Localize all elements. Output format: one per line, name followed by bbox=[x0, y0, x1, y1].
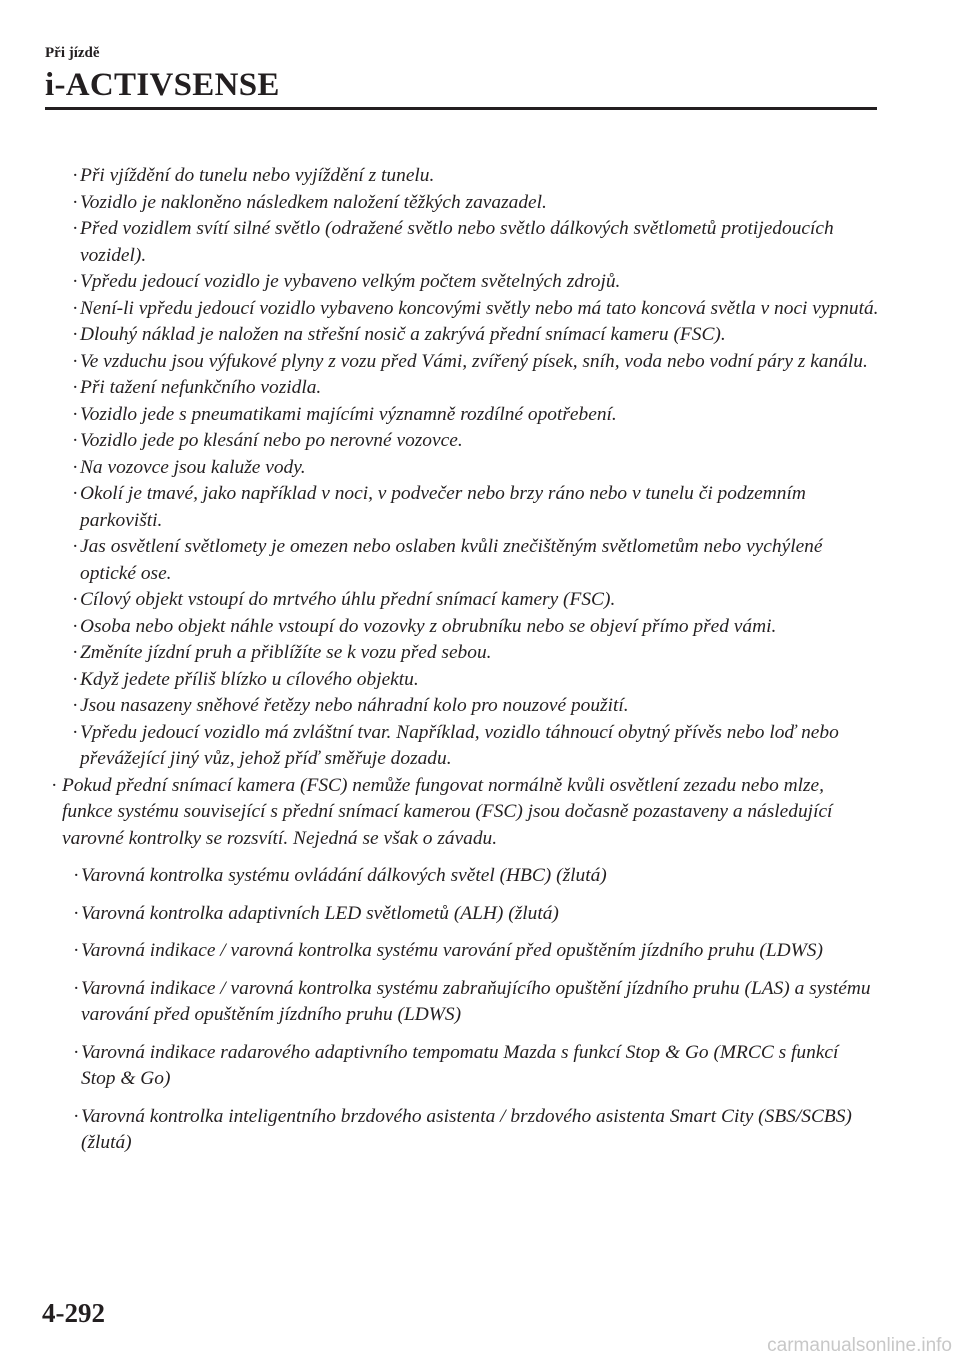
warning-text: Varovná indikace radarového adaptivního tempomatu Mazda s funkcí Stop & Go (MRCC s funkcí Stop & Go) bbox=[81, 1041, 839, 1089]
bullet: · bbox=[72, 721, 79, 743]
bullet: · bbox=[72, 191, 79, 213]
bullet: · bbox=[72, 430, 79, 451]
list-item bbox=[0, 216, 880, 269]
warning-text: Varovná indikace / varovná kontrolka systému zabraňujícího opuštění jízdního pruhu (LAS) a systému varování před opuštěním jízdního pruhu (LDWS) bbox=[81, 977, 871, 1025]
list-item bbox=[0, 693, 880, 720]
list-item bbox=[0, 190, 880, 217]
warning-item bbox=[0, 863, 871, 890]
warning-item bbox=[0, 938, 871, 965]
list-item bbox=[0, 667, 880, 694]
list-item-text: Před vozidlem svítí silné světlo (odražené světlo nebo světlo dálkových světlometů protijedoucích vozidel). bbox=[80, 218, 834, 266]
bullet: · bbox=[72, 536, 79, 557]
list-item-text: Na vozovce jsou kaluže vody. bbox=[80, 456, 306, 478]
list-item bbox=[0, 481, 880, 534]
list-item-text: Při tažení nefunkčního vozidla. bbox=[80, 377, 322, 398]
bullet: · bbox=[73, 977, 80, 999]
page-number: 4-292 bbox=[42, 1298, 105, 1328]
note-paragraph bbox=[0, 773, 862, 853]
list-item-text: Vpředu jedoucí vozidlo má zvláštní tvar. Například, vozidlo táhnoucí obytný přívěs nebo loď nebo převážející jiný vůz, jehož příď směřuje dozadu. bbox=[80, 721, 839, 769]
bullet: · bbox=[72, 297, 79, 319]
warning-text: Varovná kontrolka inteligentního brzdového asistenta / brzdového asistenta Smart City (SBS/SCBS) (žlutá) bbox=[81, 1105, 852, 1153]
list-item-text: Vozidlo jede po klesání nebo po nerovné vozovce. bbox=[80, 430, 463, 451]
warning-item bbox=[0, 1104, 871, 1157]
list-item bbox=[0, 269, 880, 296]
bullet: · bbox=[72, 483, 79, 504]
bullet: · bbox=[73, 1041, 80, 1063]
warning-text: Varovná kontrolka adaptivních LED světlometů (ALH) (žlutá) bbox=[81, 902, 559, 924]
header-rule bbox=[45, 107, 877, 110]
bullet: · bbox=[73, 902, 80, 924]
list-item-text: Jsou nasazeny sněhové řetězy nebo náhradní kolo pro nouzové použití. bbox=[80, 695, 629, 716]
list-item-text: Cílový objekt vstoupí do mrtvého úhlu přední snímací kamery (FSC). bbox=[80, 589, 616, 610]
list-item-text: Jas osvětlení světlomety je omezen nebo oslaben kvůli znečištěným světlometům nebo vychýlené optické ose. bbox=[80, 536, 823, 584]
bullet: · bbox=[72, 615, 79, 637]
section-label: Při jízdě bbox=[45, 45, 100, 61]
list-item-text: Osoba nebo objekt náhle vstoupí do vozovky z obrubníku nebo se objeví přímo před vámi. bbox=[80, 615, 777, 637]
bullet: · bbox=[72, 642, 79, 663]
list-item bbox=[0, 375, 880, 402]
list-item-text: Při vjíždění do tunelu nebo vyjíždění z tunelu. bbox=[80, 165, 435, 186]
list-item-text: Když jedete příliš blízko u cílového objektu. bbox=[80, 668, 419, 690]
bullet: · bbox=[72, 695, 79, 716]
content bbox=[0, 163, 960, 1157]
list-item bbox=[0, 296, 880, 323]
list-item-text: Dlouhý náklad je naložen na střešní nosič a zakrývá přední snímací kameru (FSC). bbox=[80, 324, 726, 345]
list-item bbox=[0, 163, 880, 190]
list-item-text: Vozidlo je nakloněno následkem naložení těžkých zavazadel. bbox=[80, 191, 547, 213]
warning-item bbox=[0, 901, 871, 928]
bullet: · bbox=[51, 774, 58, 796]
note-text: Pokud přední snímací kamera (FSC) nemůže fungovat normálně kvůli osvětlení zezadu nebo mlze, funkce systému související s přední snímací kamerou (FSC) jsou dočasně pozastaveny a následující varovné kontrolky se rozsvítí. Nejedná se však o závadu. bbox=[62, 774, 833, 849]
list-item-text: Změníte jízdní pruh a přiblížíte se k vozu před sebou. bbox=[80, 642, 492, 663]
bullet: · bbox=[72, 377, 79, 398]
bullet: · bbox=[72, 350, 79, 372]
list-item bbox=[0, 349, 880, 376]
warning-item bbox=[0, 1040, 871, 1093]
bullet: · bbox=[72, 668, 79, 690]
bullet: · bbox=[72, 403, 79, 425]
bullet: · bbox=[72, 589, 79, 610]
list-item bbox=[0, 587, 880, 614]
list-item bbox=[0, 455, 880, 482]
list-item-text: Není-li vpředu jedoucí vozidlo vybaveno koncovými světly nebo má tato koncová světla v noci vypnutá. bbox=[80, 297, 879, 319]
warning-text: Varovná indikace / varovná kontrolka systému varování před opuštěním jízdního pruhu (LDWS) bbox=[81, 940, 823, 961]
bullet: · bbox=[73, 1105, 80, 1127]
list-item bbox=[0, 534, 880, 587]
bullet: · bbox=[72, 271, 79, 292]
watermark: carmanualsonline.info bbox=[767, 1335, 952, 1356]
bullet: · bbox=[72, 456, 79, 478]
list-item-text: Vpředu jedoucí vozidlo je vybaveno velkým počtem světelných zdrojů. bbox=[80, 271, 621, 292]
list-item-text: Ve vzduchu jsou výfukové plyny z vozu před Vámi, zvířený písek, sníh, voda nebo vodní páry z kanálu. bbox=[80, 350, 868, 372]
list-item bbox=[0, 322, 880, 349]
list-item bbox=[0, 614, 880, 641]
list-item bbox=[0, 720, 880, 773]
bullet: · bbox=[72, 165, 79, 186]
page-title: i-ACTIVSENSE bbox=[45, 67, 280, 103]
list-item bbox=[0, 640, 880, 667]
bullet: · bbox=[73, 940, 80, 961]
page-header bbox=[45, 44, 877, 104]
warning-text: Varovná kontrolka systému ovládání dálkových světel (HBC) (žlutá) bbox=[81, 865, 607, 886]
list-item bbox=[0, 428, 880, 455]
bullet: · bbox=[73, 865, 80, 886]
list-item-text: Okolí je tmavé, jako například v noci, v podvečer nebo brzy ráno nebo v tunelu či podzemním parkovišti. bbox=[80, 483, 806, 531]
warning-item bbox=[0, 976, 871, 1029]
bullet: · bbox=[72, 324, 79, 345]
list-item bbox=[0, 402, 880, 429]
bullet: · bbox=[72, 218, 79, 239]
list-item-text: Vozidlo jede s pneumatikami majícími významně rozdílné opotřebení. bbox=[80, 403, 617, 425]
